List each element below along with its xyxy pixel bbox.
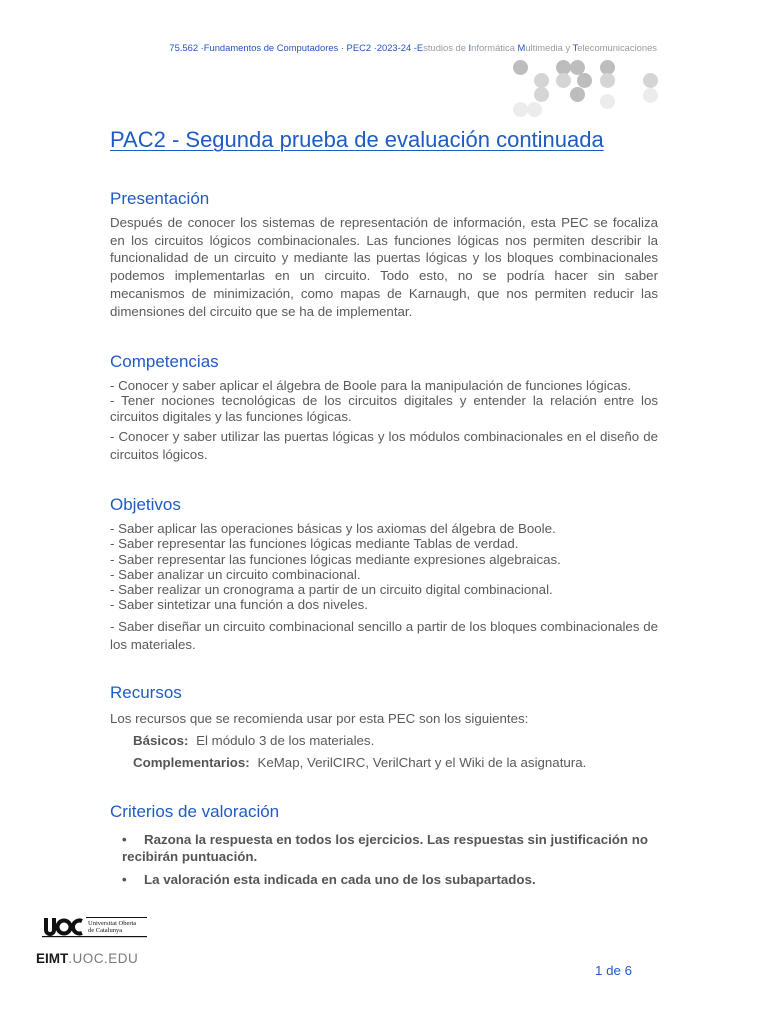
presentacion-text: Después de conocer los sistemas de representación de información, esta PEC se focaliza en los circuitos lógicos combinacionales. Las funciones lógicas nos permiten describir la funcionalidad de un circuito y mediante las puertas lógicas y los bloques combinacionales podemos implementarlas en un circuito. Todo esto, no se podría hacer sin saber mecanismos de minimización, como mapas de Karnaugh, que nos permiten reducir las dimensiones del circuito que se ha de implementar.	[110, 215, 658, 319]
recurso-complementarios	[133, 755, 586, 770]
header-studies-segment: E	[416, 42, 424, 53]
page-number: 1 de 6	[595, 963, 632, 978]
heading-competencias: Competencias	[110, 352, 219, 371]
criterio-text: La valoración esta indicada en cada uno de los subapartados.	[144, 872, 536, 887]
objetivo-item: - Saber analizar un circuito combinacional.	[110, 566, 361, 582]
bullet-icon: •	[122, 872, 127, 887]
header-studies-segment: M	[517, 42, 526, 53]
criterio-item	[122, 832, 662, 865]
objetivo-item: - Saber aplicar las operaciones básicas y los axiomas del álgebra de Boole.	[110, 521, 556, 536]
heading-recursos: Recursos	[110, 683, 182, 702]
header-studies-segment: T	[572, 42, 578, 53]
competencia-item: - Conocer y saber aplicar el álgebra de Boole para la manipulación de funciones lógicas.	[110, 378, 632, 393]
competencia-item: - Tener nociones tecnológicas de los circuitos digitales y entender la relación entre los circuitos digitales y las funciones lógicas.	[110, 393, 658, 424]
recurso-basicos	[133, 733, 374, 748]
heading-objetivos: Objetivos	[110, 495, 181, 514]
running-header	[169, 42, 657, 53]
page-title: PAC2 - Segunda prueba de evaluación continuada	[110, 127, 604, 152]
header-studies	[417, 42, 657, 53]
header-course: 75.562 ·Fundamentos de Computadores · PEC2 ·2023-24 -	[169, 42, 417, 53]
uoc-logo	[42, 915, 152, 948]
objetivos-list	[110, 521, 658, 613]
objetivo-item: - Saber representar las funciones lógicas mediante Tablas de verdad.	[110, 536, 519, 552]
eimt-logo: EIMT.UOC.EDU	[36, 951, 139, 966]
criterio-text: Razona la respuesta en todos los ejercicios. Las respuestas sin justificación no recibirán puntuación.	[122, 832, 648, 864]
competencia-item: - Conocer y saber utilizar las puertas lógicas y los módulos combinacionales en el diseño de circuitos lógicos.	[110, 429, 658, 462]
recurso-complementarios-value: KeMap, VerilCIRC, VerilChart y el Wiki de la asignatura.	[257, 755, 587, 770]
header-studies-segment: ultimedia y	[525, 42, 573, 53]
decorative-dots	[510, 58, 660, 118]
heading-criterios: Criterios de valoración	[110, 802, 280, 821]
recurso-basicos-value: El módulo 3 de los materiales.	[196, 733, 375, 748]
objetivo-item: - Saber diseñar un circuito combinacional sencillo a partir de los bloques combinacionales de los materiales.	[110, 619, 658, 652]
competencias-block	[110, 378, 658, 424]
recursos-intro: Los recursos que se recomienda usar por esta PEC son los siguientes:	[110, 711, 529, 726]
objetivo-item: - Saber representar las funciones lógicas mediante expresiones algebraicas.	[110, 551, 561, 567]
header-studies-segment: nformática	[471, 42, 518, 53]
heading-presentacion: Presentación	[110, 189, 210, 208]
objetivo-item: - Saber sintetizar una función a dos niveles.	[110, 597, 368, 613]
svg-text:de Catalunya: de Catalunya	[88, 927, 123, 934]
uoc-logo-icon	[42, 915, 152, 943]
recurso-complementarios-label: Complementarios:	[133, 755, 250, 770]
bullet-icon: •	[122, 832, 127, 847]
header-studies-segment: studios de	[423, 42, 469, 53]
criterio-item	[122, 872, 662, 889]
objetivo-item: - Saber realizar un cronograma a partir de un circuito digital combinacional.	[110, 582, 553, 598]
recurso-basicos-label: Básicos:	[133, 733, 189, 748]
header-studies-segment: elecomunicaciones	[577, 42, 657, 53]
svg-text:Universitat Oberta: Universitat Oberta	[88, 920, 137, 927]
header-studies-segment: I	[468, 42, 472, 53]
